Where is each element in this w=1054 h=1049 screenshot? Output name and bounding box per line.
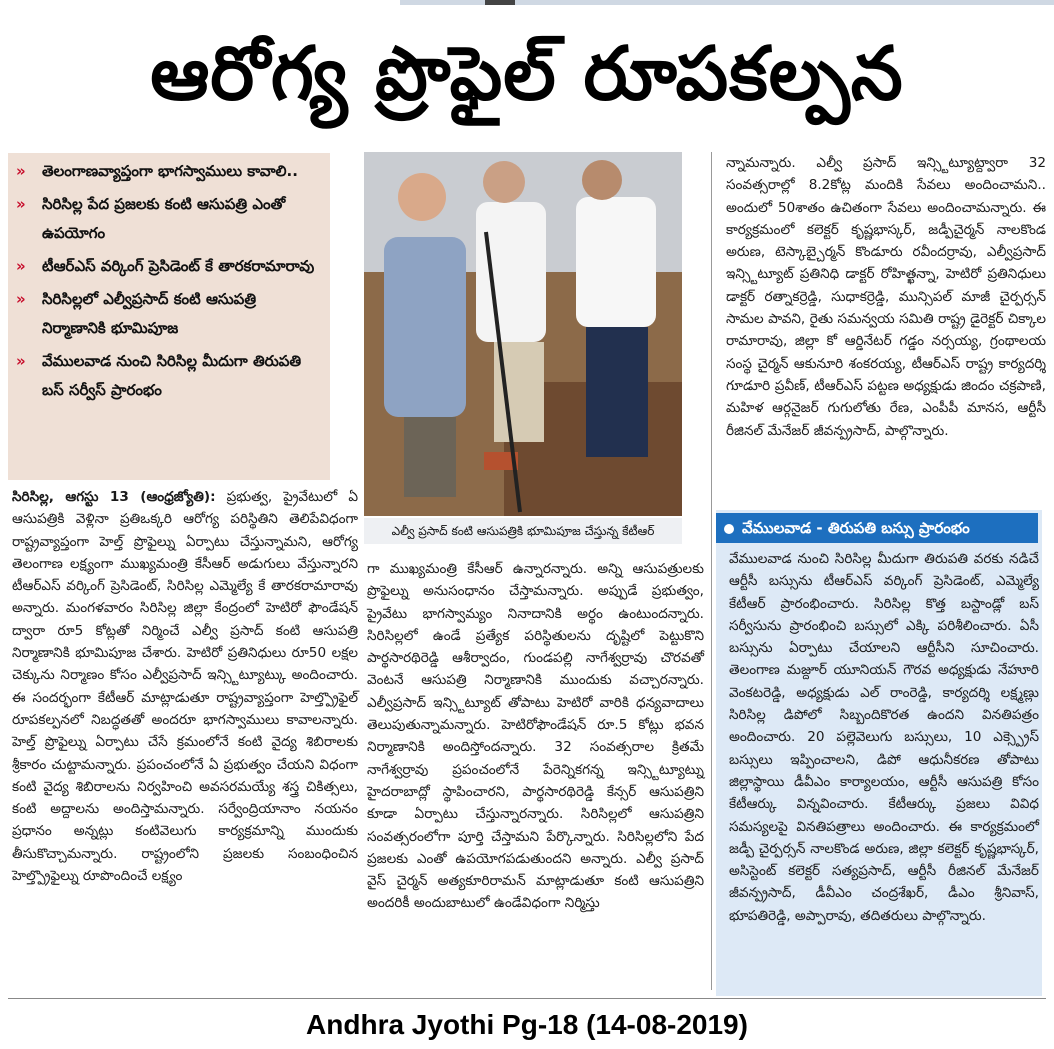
sidebar-title-text: వేములవాడ - తిరుపతి బస్సు ప్రారంభం — [742, 519, 970, 537]
article-dateline: సిరిసిల్ల, ఆగస్టు 13 (ఆంధ్రజ్యోతి): — [12, 489, 216, 505]
double-chevron-icon: » — [16, 257, 26, 275]
top-strip — [400, 0, 1054, 5]
article-column-3: న్నామన్నారు. ఎల్వీ ప్రసాద్ ఇన్స్టిట్యూట్ద్వారా 32 సంవత్సరాల్లో 8.2కోట్ల మందికి సేవలు అందించామని.. అందులో 50శాతం ఉచితంగా సేవలు అందించామన్నారు. ఈ కార్యక్రమంలో కలెక్టర్ కృష్ణభాస్కర్, జడ్పీచైర్మన్ నాలకొండ అరుణ, టెస్కాబ్చైర్మన్ కొండూరు రవీందర్రావు, ఎల్వీప్రసాద్ ఇన్స్టిట్యూట్ ప్రతినిధి డాక్టర్ రోహిత్ఖన్నా, హెటిరో ప్రతినిధులు డాక్టర్ రత్నాకర్రెడ్డి, సుధాకర్రెడ్డి, మున్సిపల్ మాజీ చైర్పర్సన్ సామల పావని, రైతు సమన్వయ సమితి రాష్ట్ర డైరెక్టర్ చిక్కాల రామారావు, జిల్లా కో ఆర్డినేటర్ గడ్డం నర్సయ్య, గ్రంథాలయ సంస్థ చైర్మన్ ఆకునూరి శంకరయ్య, టీఆర్ఎస్ రాష్ట్ర కార్యదర్శి గూడూరి ప్రవీణ్, టీఆర్ఎస్ పట్టణ అధ్యక్షుడు జిందం చక్రపాణి, మహిళ ఆర్గనైజర్ గుగులోతు రేణ, ఎంపీపీ మానస, ఆర్టీసీ రీజినల్ మేనేజర్ జీవన్ప్రసాద్, పాల్గొన్నారు. — [726, 155, 1046, 439]
sidebar-text: వేములవాడ నుంచి సిరిసిల్ల మీదుగా తిరుపతి వరకు నడిచే ఆర్టీసీ బస్సును టీఆర్ఎస్ వర్కింగ్ ప్రెసిడెంట్, ఎమ్మెల్యే కేటీఆర్ ప్రారంభించారు. సిరిసిల్ల కొత్త బస్టాండ్లో బస్ సర్వీసును ప్రారంభించి బస్సులో ఎక్కి పరిశీలించారు. ఏసీ బస్సును ఏర్పాటు చేయాలని ఆర్టీసీని సూచించారు. తెలంగాణ మజ్దూర్ యూనియన్ గౌరవ అధ్యక్షుడు నేహూరి వెంకటరెడ్డి, అధ్యక్షుడు ఎల్ రాంరెడ్డి, కార్యదర్శి లక్ష్మణ్లు సిరిసిల్ల డిపోలో సిబ్బందికొరత ఉందని వినతిపత్రం అందించారు. 20 పల్లెవెలుగు బస్సులు, 10 ఎక్స్ప్రెస్ బస్సులు ఇప్పించాలని, డిపో ఆధునీకరణ తోపాటు జిల్లాస్థాయి డీవీఎం కార్యాలయం, ఆర్టీసీ ఆసుపత్రి కోసం కేటీఆర్కు విన్నవించారు. కేటీఆర్కు ప్రజలు వివిధ సమస్యలపై వినతిపత్రాలు అందించారు. ఈ కార్యక్రమంలో జడ్పీ చైర్పర్సన్ నాలకొండ అరుణ, జిల్లా కలెక్టర్ కృష్ణభాస్కర్, అసిస్టెంట్ కలెక్టర్ సత్యప్రసాద్, ఆర్టీసీ రీజినల్ మేనేజర్ జీవన్ప్రసాద్, డీవీఎం చంద్రశేఖర్, డీఎం శ్రీనివాస్, భూపతిరెడ్డి, అప్పారావు, తదితరులు పాల్గొన్నారు. — [729, 551, 1039, 924]
highlight-text: సిరిసిల్ల పేద ప్రజలకు కంటి ఆసుపత్రి ఎంతో ఉపయోగం — [42, 195, 286, 242]
highlight-item — [16, 252, 322, 281]
double-chevron-icon: » — [16, 352, 26, 370]
highlight-item — [16, 285, 322, 343]
double-chevron-icon: » — [16, 162, 26, 180]
highlight-item — [16, 190, 322, 248]
double-chevron-icon: » — [16, 290, 26, 308]
page-footer: Andhra Jyothi Pg-18 (14-08-2019) — [306, 1009, 748, 1040]
top-strip-mark — [485, 0, 515, 5]
highlight-text: వేములవాడ నుంచి సిరిసిల్ల మీదుగా తిరుపతి బస్ సర్వీస్ ప్రారంభం — [42, 352, 302, 399]
photo-caption: ఎల్వీ ప్రసాద్ కంటి ఆసుపత్రికి భూమిపూజ చేస్తున్న కేటీఆర్ — [364, 518, 682, 544]
sidebar-title — [716, 513, 1038, 543]
highlight-text: టీఆర్ఎస్ వర్కింగ్ ప్రెసిడెంట్ కే తారకరామారావు — [42, 257, 315, 275]
article-column-2: గా ముఖ్యమంత్రి కేసీఆర్ ఉన్నారన్నారు. అన్ని ఆసుపత్రులకు ప్రొఫైల్ను అనుసంధానం చేస్తామన్నారు. అప్పుడే ప్రభుత్వం, ప్రైవేటు భాగస్వామ్యం నినాదానికి అర్థం ఉంటుందన్నారు. సిరిసిల్లలో ఉండే ప్రత్యేక పరిస్థితులను దృష్టిలో పెట్టుకొని పార్థసారథిరెడ్డి ఆశీర్వాదం, గుండపల్లి నాగేశ్వర్రావు చొరవతో వెంటనే ఆసుపత్రి నిర్మాణానికి ముందుకు వచ్చారన్నారు. ఎల్వీప్రసాద్ ఇన్స్టిట్యూట్ తోపాటు హెటిరో వారికి ధన్యవాదాలు తెలుపుతున్నామన్నారు. హెటిరోఫౌండేషన్ రూ.5 కోట్లు భవన నిర్మాణానికి అందిస్తోందన్నారు. 32 సంవత్సరాల క్రితమే నాగేశ్వర్రావు ప్రపంచంలోనే పేరెన్నికగన్న ఇన్స్టిట్యూట్ను హైదరాబాద్లో స్థాపించారని, పార్థసారథిరెడ్డి కేన్సర్ ఆసుపత్రిని కూడా ఏర్పాటు చేస్తున్నారన్నారు. సిరిసిల్లలో ఆసుపత్రిని సంవత్సరంలోగా పూర్తి చేస్తామని పేర్కొన్నారు. సిరిసిల్లలోని పేద ప్రజలకు ఎంతో ఉపయోగపడుతుందని అన్నారు. ఎల్వీ ప్రసాద్ వైస్ చైర్మన్ అత్యకూరిరామన్ మాట్లాడుతూ కంటి ఆసుపత్రిని అందరికీ అందుబాటులో ఉండేవిధంగా నిర్మిస్తు — [367, 561, 704, 912]
highlight-text: తెలంగాణవ్యాప్తంగా భాగస్వాములు కావాలి.. — [42, 162, 298, 180]
photo-illustration — [364, 152, 682, 516]
double-chevron-icon: » — [16, 195, 26, 213]
article-text: ప్రభుత్వ, ప్రైవేటులో ఏ ఆసుపత్రికి వెళ్లినా ప్రతిఒక్కరి ఆరోగ్య పరిస్థితిని తెలిపేవిధంగా రాష్ట్రవ్యాప్తంగా హెల్త్ ప్రొఫైల్ను ఏర్పాటు చేస్తున్నామని, ఆరోగ్య తెలంగాణ లక్ష్యంగా ముఖ్యమంత్రి కేసీఆర్ అడుగులు వేస్తున్నారని టీఆర్ఎస్ వర్కింగ్ ప్రెసిడెంట్, సిరిసిల్ల ఎమ్మెల్యే కే తారకరామారావు అన్నారు. మంగళవారం సిరిసిల్ల జిల్లా కేంద్రంలో హెటిరో ఫౌండేషన్ ద్వారా రూ5 కోట్లతో నిర్మించే ఎల్వీ ప్రసాద్ కంటి ఆసుపత్రి నిర్మాణానికి భూమిపూజ చేశారు. హెటిరో ప్రతినిధులు రూ50 లక్షల చెక్కును నిర్మాణం కోసం ఎల్వీప్రసాద్ ఇన్స్టిట్యూట్కు అందించారు. ఈ సందర్భంగా కేటీఆర్ మాట్లాడుతూ రాష్ట్రవ్యాప్తంగా హెల్త్ప్రొఫైల్ రూపకల్పనలో నిబద్ధతతో అందరూ భాగస్వాములు కావాలన్నారు. హెల్త్ ప్రొఫైల్ను ఏర్పాటు చేసే క్రమంలోనే కంటి వైద్య శిబిరాలకు శ్రీకారం చుట్టామన్నారు. ప్రపంచంలోనే ఏ ప్రభుత్వం చేయని విధంగా కంటి వైద్య శిబిరాలను నిర్వహించి అవసరమయ్యే శస్త్ర చికిత్సలు, కంటి అద్దాలను అందిస్తామన్నారు. సర్వేంద్రియానాం నయనం ప్రధానం అన్నట్లు కంటివెలుగు కార్యక్రమాన్ని ముందుకు తీసుకొచ్చామన్నారు. రాష్ట్రంలోని ప్రజలకు సంబంధించిన హెల్త్ప్రొఫైల్ను రూపొందించే లక్ష్యం — [12, 489, 358, 885]
column-divider — [711, 152, 712, 990]
bullet-dot-icon — [724, 524, 734, 534]
page-headline: ఆరోగ్య ప్రొఫైల్ రూపకల్పన — [150, 31, 904, 117]
news-photo — [364, 152, 682, 516]
highlight-item — [16, 157, 322, 186]
highlight-text: సిరిసిల్లలో ఎల్వీప్రసాద్ కంటి ఆసుపత్రి నిర్మాణానికి భూమిపూజ — [42, 290, 257, 337]
bottom-rule — [8, 998, 1046, 999]
article-column-1 — [12, 486, 358, 887]
highlight-item — [16, 347, 322, 405]
highlights-box — [8, 153, 330, 480]
